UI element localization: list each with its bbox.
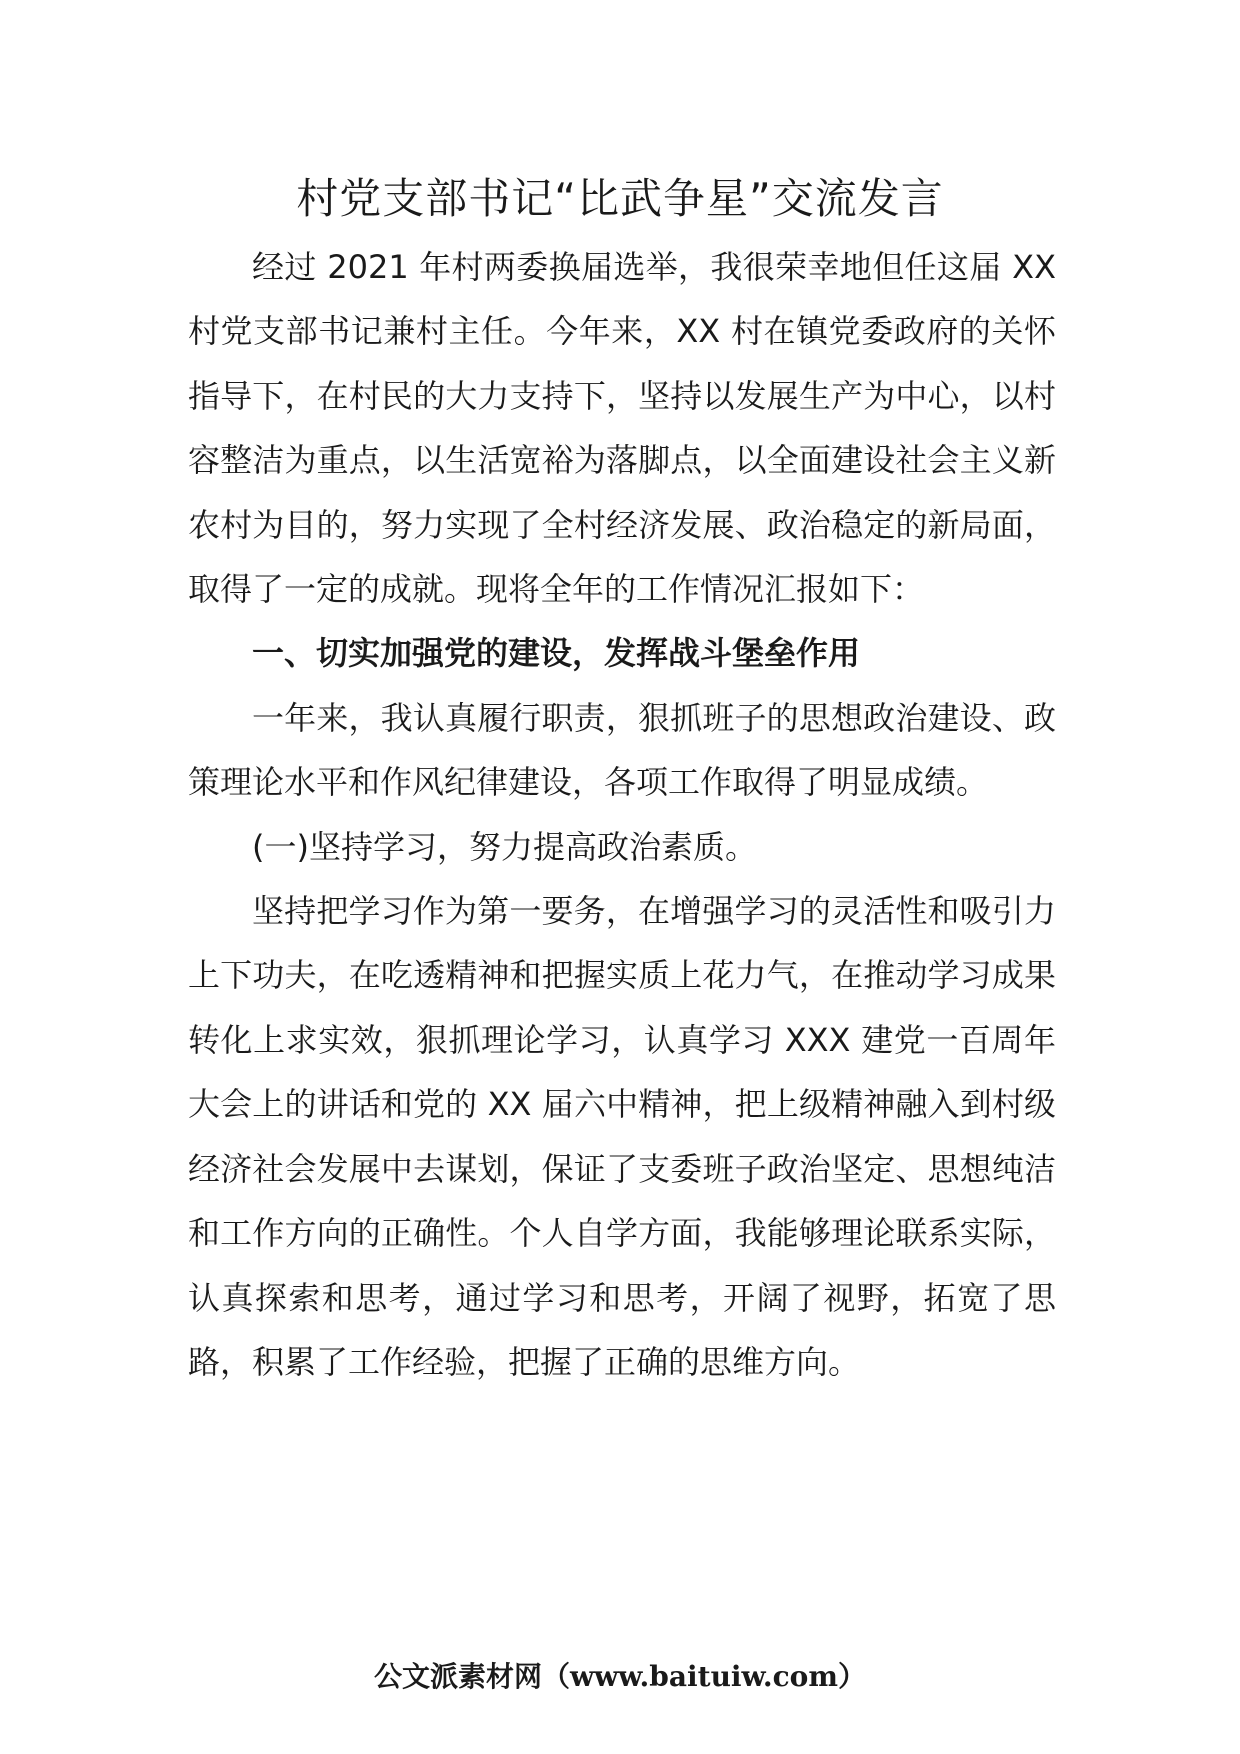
subsection-heading-1: (一)坚持学习，努力提高政治素质。: [252, 827, 757, 866]
document-body: [188, 235, 1056, 1394]
document-title: 村党支部书记“比武争星”交流发言: [296, 174, 944, 223]
paragraph-section-1: 一年来，我认真履行职责，狠抓班子的思想政治建设、政策理论水平和作风纪律建设，各项工作取得了明显成绩。: [188, 698, 1056, 802]
paragraph-intro: 经过 2021 年村两委换届选举，我很荣幸地但任这届 XX 村党支部书记兼村主任。今年来，XX 村在镇党委政府的关怀指导下，在村民的大力支持下，坚持以发展生产为中心，以村容整洁为重点，以生活宽裕为落脚点，以全面建设社会主义新农村为目的，努力实现了全村经济发展、政治稳定的新局面，取得了一定的成就。现将全年的工作情况汇报如下：: [188, 248, 1056, 609]
footer-watermark: 公文派素材网（www.baituiw.com）: [374, 1660, 866, 1693]
section-heading-1: 一、切实加强党的建设，发挥战斗堡垒作用: [252, 634, 861, 673]
paragraph-subsection-1: 坚持把学习作为第一要务，在增强学习的灵活性和吸引力上下功夫，在吃透精神和把握实质上花力气，在推动学习成果转化上求实效，狠抓理论学习，认真学习 XXX 建党一百周年大会上的讲话和党的 XX 届六中精神，把上级精神融入到村级经济社会发展中去谋划，保证了支委班子政治坚定、思想纯洁和工作方向的正确性。个人自学方面，我能够理论联系实际，认真探索和思考，通过学习和思考，开阔了视野，拓宽了思路，积累了工作经验，把握了正确的思维方向。: [188, 892, 1056, 1381]
